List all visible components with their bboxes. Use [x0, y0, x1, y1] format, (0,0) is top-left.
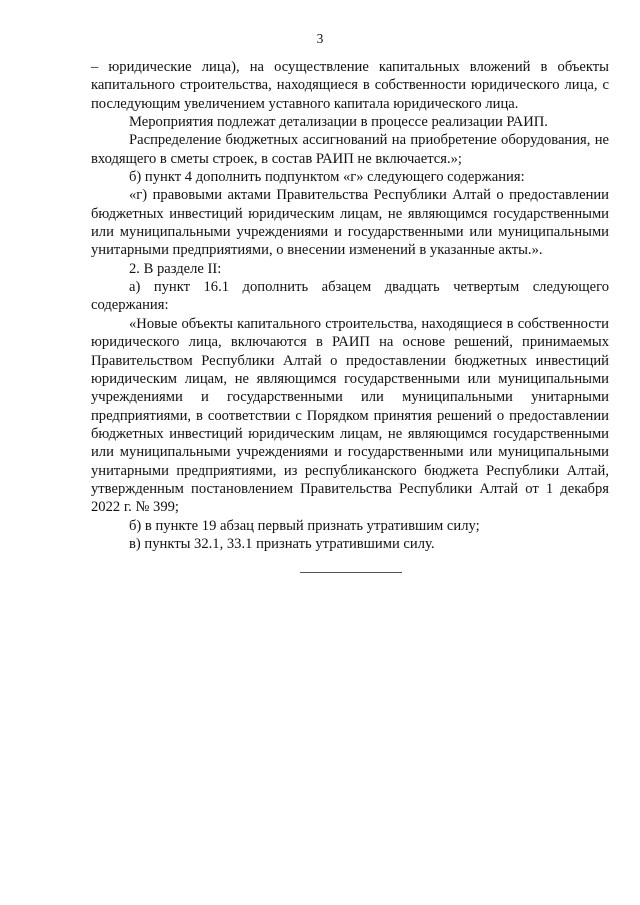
- page-number: 3: [316, 31, 324, 46]
- document-body: [91, 58, 609, 553]
- paragraph-continuation: – юридические лица), на осуществление капитальных вложений в объекты капитального строительства, находящиеся в собственности юридического лица, с последующим увеличением уставного капитала юридического лица.: [91, 59, 609, 112]
- paragraph-new-objects: «Новые объекты капитального строительства, находящиеся в собственности юридического лица, включаются в РАИП на основе решений, принимаемых Правительством Республики Алтай о предоставлении бюджетных инвестиций юридическим лицам, не являющимся государственными или муниципальными учреждениями и государственными или муниципальными унитарными предприятиями, в соответствии с Порядком принятия решений о предоставлении бюджетных инвестиций юридическим лицам, не являющимся государственными или муниципальными учреждениями и государственными или муниципальными унитарными предприятиями, из республиканского бюджета Республики Алтай, утвержденным постановлением Правительства Республики Алтай от 1 декабря 2022 г. № 399;: [91, 315, 609, 516]
- paragraph-equipment-allocation: Распределение бюджетных ассигнований на приобретение оборудования, не входящего в сметы строек, в состав РАИП не включается.»;: [91, 132, 609, 167]
- paragraph-item-19: б) в пункте 19 абзац первый признать утратившим силу;: [129, 517, 480, 534]
- paragraph-section-2-heading: 2. В разделе II:: [129, 260, 222, 277]
- paragraph-subitem-g: «г) правовыми актами Правительства Республики Алтай о предоставлении бюджетных инвестиций юридическим лицам, не являющимся государственными или муниципальными учреждениями и государственными или муниципальными унитарными предприятиями, о внесении изменений в указанные акты.».: [91, 187, 609, 259]
- paragraph-items-32-33: в) пункты 32.1, 33.1 признать утратившими силу.: [129, 535, 435, 552]
- paragraph-item-16-1: а) пункт 16.1 дополнить абзацем двадцать четвертым следующего содержания:: [91, 279, 609, 314]
- paragraph-item-4b: б) пункт 4 дополнить подпунктом «г» следующего содержания:: [129, 169, 525, 186]
- end-separator-line: [300, 572, 402, 573]
- paragraph-detailing: Мероприятия подлежат детализации в процессе реализации РАИП.: [129, 114, 548, 131]
